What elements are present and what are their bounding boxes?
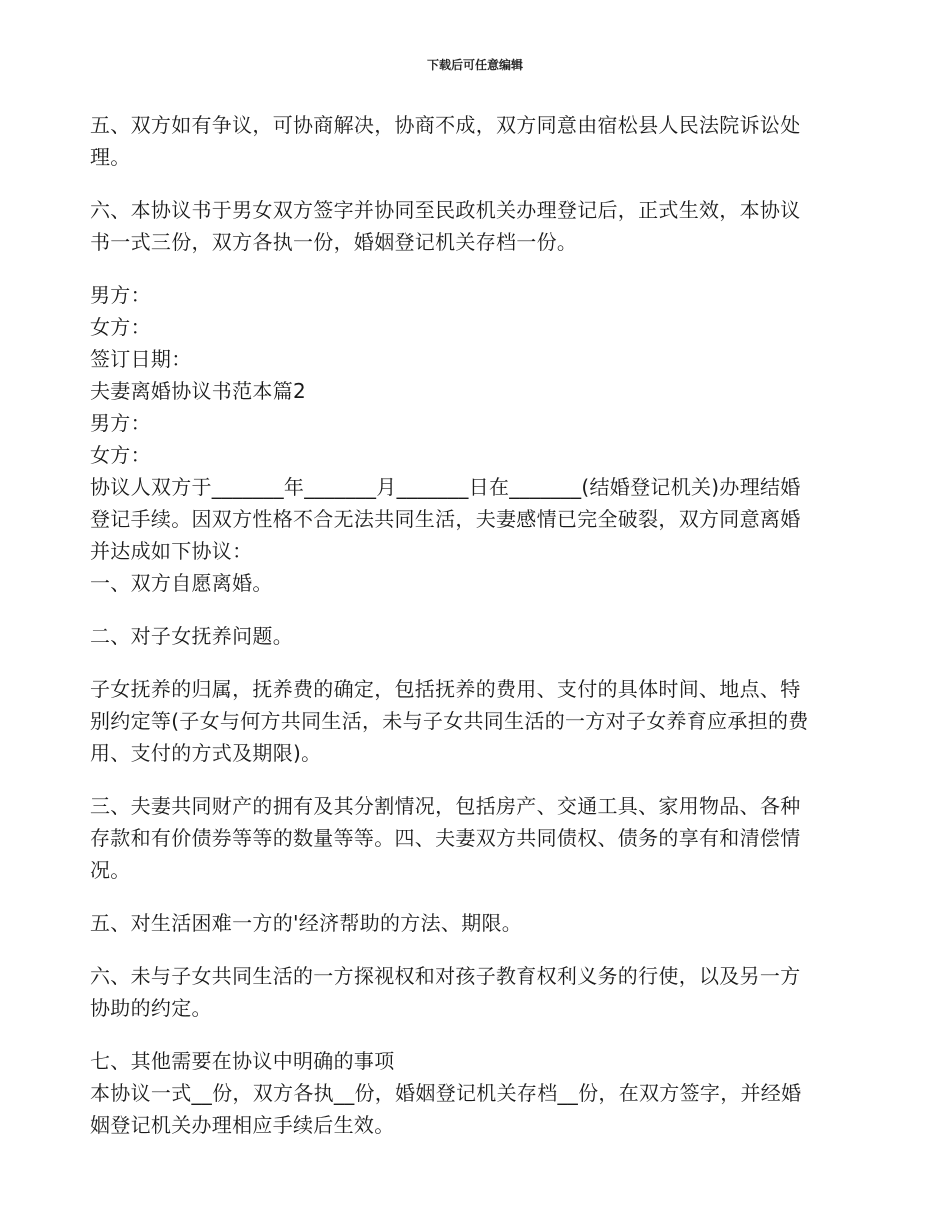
text-line: 子女抚养的归属，抚养费的确定，包括抚养的费用、支付的具体时间、地点、特 — [90, 677, 801, 701]
text-line: 并达成如下协议： — [90, 539, 253, 563]
text-line: 六、未与子女共同生活的一方探视权和对孩子教育权利义务的行使，以及另一方 — [90, 964, 801, 988]
text-line: 别约定等(子女与何方共同生活，未与子女共同生活的一方对子女养育应承担的费 — [90, 709, 809, 733]
text-line: 用、支付的方式及期限)。 — [90, 741, 322, 765]
text-line: 二、对子女抚养问题。 — [90, 624, 293, 648]
text-line: 一、双方自愿离婚。 — [90, 571, 273, 595]
text-line: 女方： — [90, 315, 151, 339]
section-title: 夫妻离婚协议书范本篇2 — [90, 379, 307, 403]
text-line: 五、双方如有争议，可协商解决，协商不成，双方同意由宿松县人民法院诉讼处 — [90, 113, 801, 137]
text-line: 男方： — [90, 283, 151, 307]
text-line: 三、夫妻共同财产的拥有及其分割情况，包括房产、交通工具、家用物品、各种 — [90, 794, 801, 818]
text-line: 本协议一式__份，双方各执__份，婚姻登记机关存档__份，在双方签字，并经婚 — [90, 1081, 802, 1105]
text-line: 签订日期： — [90, 347, 192, 371]
text-line: 五、对生活困难一方的'经济帮助的方法、期限。 — [90, 911, 523, 935]
text-line: 登记手续。因双方性格不合无法共同生活，夫妻感情已完全破裂，双方同意离婚 — [90, 507, 801, 531]
text-line: 男方： — [90, 411, 151, 435]
text-line: 七、其他需要在协议中明确的事项 — [90, 1049, 395, 1073]
text-line: 理。 — [90, 145, 131, 169]
text-line: 书一式三份，双方各执一份，婚姻登记机关存档一份。 — [90, 230, 578, 254]
text-line: 姻登记机关办理相应手续后生效。 — [90, 1113, 395, 1137]
text-line: 协助的约定。 — [90, 996, 212, 1020]
text-line: 况。 — [90, 858, 131, 882]
text-line: 六、本协议书于男女双方签字并协同至民政机关办理登记后，正式生效，本协议 — [90, 198, 801, 222]
text-line: 存款和有价债券等等的数量等等。四、夫妻双方共同债权、债务的享有和清偿情 — [90, 826, 801, 850]
text-line: 协议人双方于_______年_______月_______日在_______(结婚登记机关)办理结婚 — [90, 475, 801, 499]
text-line: 女方： — [90, 443, 151, 467]
document-body — [90, 109, 865, 1141]
page-header: 下载后可任意编辑 — [426, 58, 523, 72]
